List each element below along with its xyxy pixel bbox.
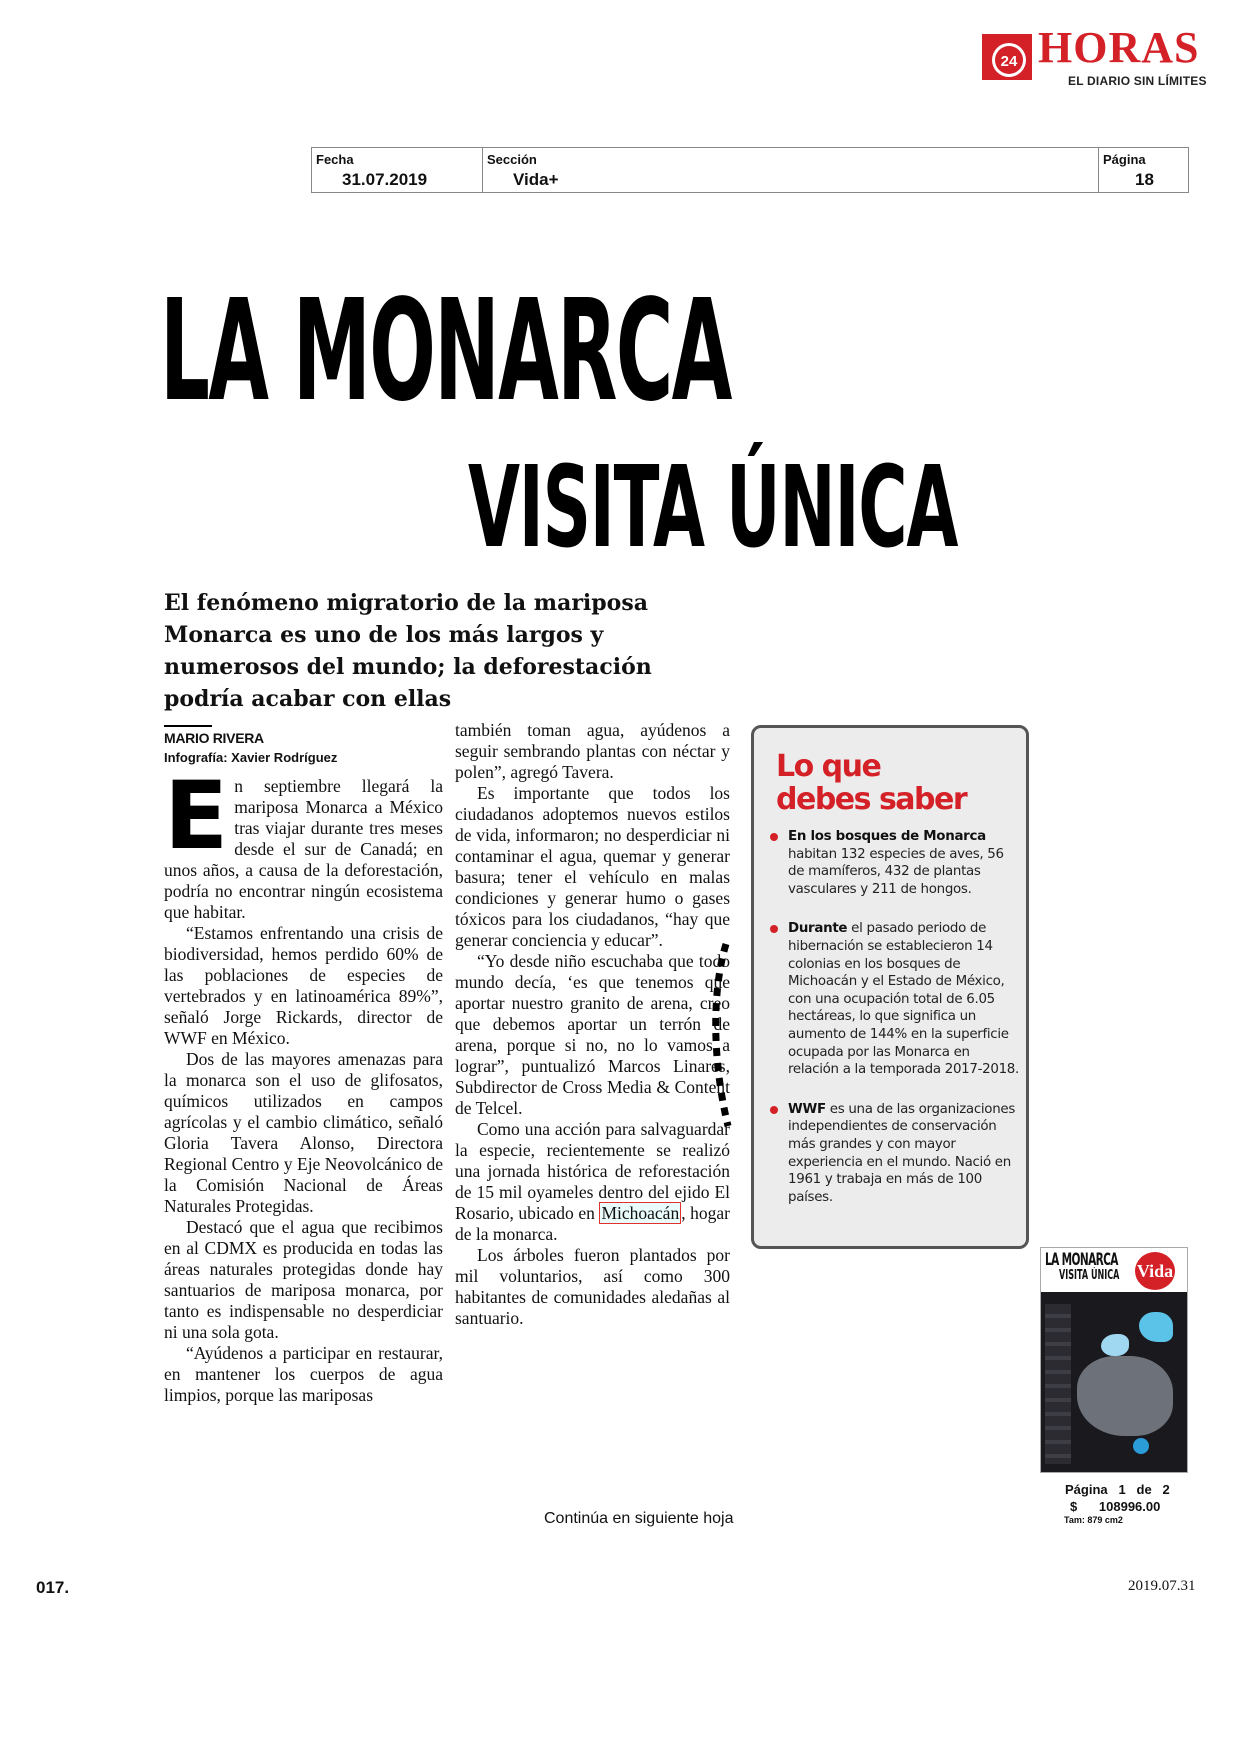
paragraph: Como una acción para salvaguardar la especie, recientemente se realizó una jornada histórica de reforestación de 15 mil oyameles dentro del ejido El Rosario, ubicado en Michoacán , hogar de la monarca. (455, 1119, 730, 1244)
thumbnail-strip (1045, 1304, 1071, 1464)
thumbnail-title2: VISITA ÚNICA (1059, 1268, 1120, 1283)
pagina-label: Página (1103, 152, 1146, 167)
seccion-label: Sección (487, 152, 537, 167)
seccion-cell (482, 148, 1098, 192)
list-item: En los bosques de Monarca habitan 132 especies de aves, 56 de mamíferos, 432 de plantas vasculares y 211 de hongos. (770, 828, 1022, 898)
fecha-value: 31.07.2019 (342, 170, 428, 189)
dotted-arc-decoration (704, 940, 734, 1130)
paragraph: Es importante que todos los ciudadanos adoptemos nuevos estilos de vida, informaron; no desperdiciar ni contaminar el agua, quemar y generar basura; tener el vehículo en malas condiciones y generar humo o gases tóxicos para los ciudadanos, “hay que generar conciencia y educar”. (455, 783, 730, 950)
sidebar-title: Lo que debes saber (776, 749, 967, 817)
fecha-label: Fecha (316, 152, 354, 167)
thumbnail-butterfly-icon (1101, 1334, 1129, 1356)
logo-number: 24 (1000, 53, 1018, 70)
seccion-value: Vida+ (513, 170, 559, 189)
logo-tagline: EL DIARIO SIN LÍMITES (1068, 74, 1207, 88)
michoacan-highlight-link[interactable]: Michoacán (601, 1203, 680, 1223)
pagina-value: 18 (1135, 170, 1154, 189)
article-column-2 (455, 720, 730, 1329)
drop-cap: E (164, 762, 229, 871)
paragraph: Destacó que el agua que recibimos en al CDMX es producida en todas las áreas naturales protegidas donde hay santuarios de mariposa monarca, por tanto es indispensable no desperdiciar ni una sola gota. (164, 1217, 443, 1342)
paragraph: En septiembre llegará la mariposa Monarca a México tras viajar durante tres meses desde el sur de Canadá; en unos años, a causa de la deforestación, podría no encontrar ningún ecosistema que habitar. (164, 762, 443, 922)
continues-note: Continúa en siguiente hoja (544, 1510, 734, 1527)
headline-line2: VISITA ÚNICA (468, 443, 958, 573)
article-column-1 (164, 762, 443, 1406)
thumbnail-vida-badge: Vida (1135, 1252, 1175, 1290)
paragraph: Dos de las mayores amenazas para la monarca son el uso de glifosatos, químicos utilizados en campos agrícolas y el cambio climático, señaló Gloria Tavera Alonso, Directora Regional Centro y Eje Neovolcánico de la Comisión Nacional de Áreas Naturales Protegidas. (164, 1049, 443, 1216)
paragraph: también toman agua, ayúdenos a seguir sembrando plantas con néctar y polen”, agregó Tavera. (455, 720, 730, 782)
size-value: Tam: 879 cm2 (1064, 1515, 1123, 1525)
paragraph: Los árboles fueron plantados por mil voluntarios, así como 300 habitantes de comunidades aledañas al santuario. (455, 1245, 730, 1328)
thumbnail-header (1041, 1248, 1187, 1292)
clipping-meta-table (311, 147, 1189, 193)
author-byline: MARIO RIVERA (164, 730, 264, 746)
page-count: Página 1 de 2 (1065, 1482, 1170, 1497)
fecha-cell (312, 148, 482, 192)
headline-line1: LA MONARCA (160, 270, 731, 433)
thumbnail-title1: LA MONARCA (1045, 1250, 1118, 1270)
paragraph: “Estamos enfrentando una crisis de biodiversidad, hemos perdido 60% de las poblaciones de especies de vertebrados y en latinoamérica 89%”, señaló Jorge Rickards, director de WWF en México. (164, 923, 443, 1048)
clock-badge-icon (982, 28, 1034, 84)
byline-rule (164, 725, 212, 727)
pagina-cell (1098, 148, 1188, 192)
infographic-credit: Infografía: Xavier Rodríguez (164, 750, 338, 765)
clipping-code: 017. (36, 1578, 70, 1597)
price-value: $ 108996.00 (1070, 1499, 1161, 1514)
newspaper-logo (982, 24, 1222, 94)
paragraph: “Yo desde niño escuchaba que todo mundo decía, ‘es que tenemos que aportar nuestro granito de arena, creo que debemos aportar un terrón de arena, porque si no, no lo vamos a lograr”, puntualizó Marcos Linares, Subdirector de Cross Media & Content de Telcel. (455, 951, 730, 1118)
footer-date: 2019.07.31 (1128, 1578, 1196, 1594)
thumbnail-map-icon (1077, 1356, 1173, 1436)
logo-word: HORAS (1038, 23, 1200, 72)
list-item: Durante el pasado periodo de hibernación se establecieron 14 colonias en los bosques de Michoacán y el Estado de México, con una ocupación total de 6.05 hectáreas, lo que significa un aumento de 144% en la superficie ocupada por las Monarca en relación a la temporada 2017-2018. (770, 920, 1022, 1078)
sidebar-lo-que-debes-saber (751, 725, 1029, 1249)
page-thumbnail[interactable] (1040, 1247, 1188, 1473)
paragraph: “Ayúdenos a participar en restaurar, en mantener los cuerpos de agua limpios, porque las mariposas (164, 1343, 443, 1405)
thumbnail-circle-icon (1133, 1438, 1149, 1454)
article-deck: El fenómeno migratorio de la mariposa Monarca es uno de los más largos y numerosos del mundo; la deforestación podría acabar con ellas (164, 590, 652, 712)
sidebar-list (770, 828, 1022, 1228)
list-item: WWF es una de las organizaciones independientes de conservación más grandes y con mayor experiencia en el mundo. Nació en 1961 y trabaja en más de 100 países. (770, 1101, 1022, 1207)
thumbnail-butterfly-icon (1139, 1312, 1173, 1342)
